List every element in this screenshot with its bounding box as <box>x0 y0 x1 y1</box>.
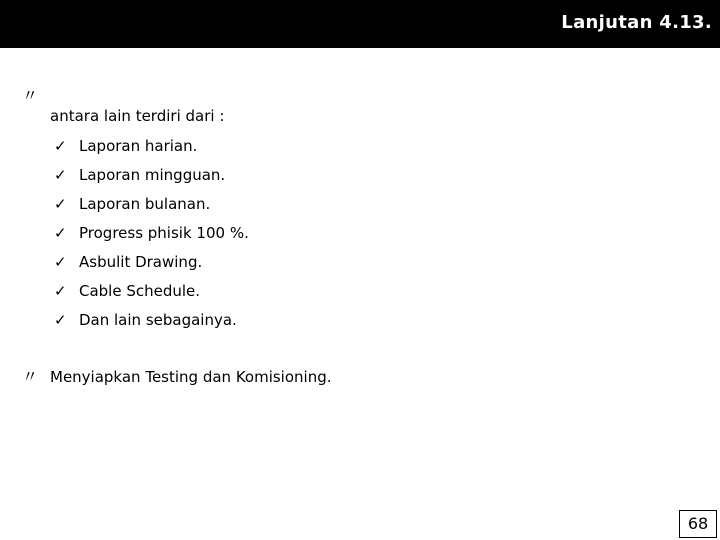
checklist-item: Laporan harian. <box>79 137 198 155</box>
checkmark-icon: ✓ <box>54 166 67 184</box>
bullet-intro-text: antara lain terdiri dari : <box>50 107 225 125</box>
checkmark-icon: ✓ <box>54 282 67 300</box>
checkmark-icon: ✓ <box>54 195 67 213</box>
feather-pen-bullet-icon: 〃 <box>22 86 39 105</box>
checkmark-icon: ✓ <box>54 253 67 271</box>
checkmark-icon: ✓ <box>54 137 67 155</box>
checklist-item: Laporan mingguan. <box>79 166 226 184</box>
checklist-item: Asbulit Drawing. <box>79 253 203 271</box>
feather-pen-bullet-icon: 〃 <box>22 367 39 386</box>
slide-title: Lanjutan 4.13. <box>561 12 712 33</box>
checkmark-icon: ✓ <box>54 311 67 329</box>
checklist-item: Dan lain sebagainya. <box>79 311 237 329</box>
checklist-item: Cable Schedule. <box>79 282 201 300</box>
checklist-item: Progress phisik 100 %. <box>79 224 249 242</box>
bullet-text: Menyiapkan Testing dan Komisioning. <box>50 368 332 386</box>
checklist-item: Laporan bulanan. <box>79 195 211 213</box>
checkmark-icon: ✓ <box>54 224 67 242</box>
page-number: 68 <box>679 510 717 538</box>
header-bar <box>0 0 720 48</box>
